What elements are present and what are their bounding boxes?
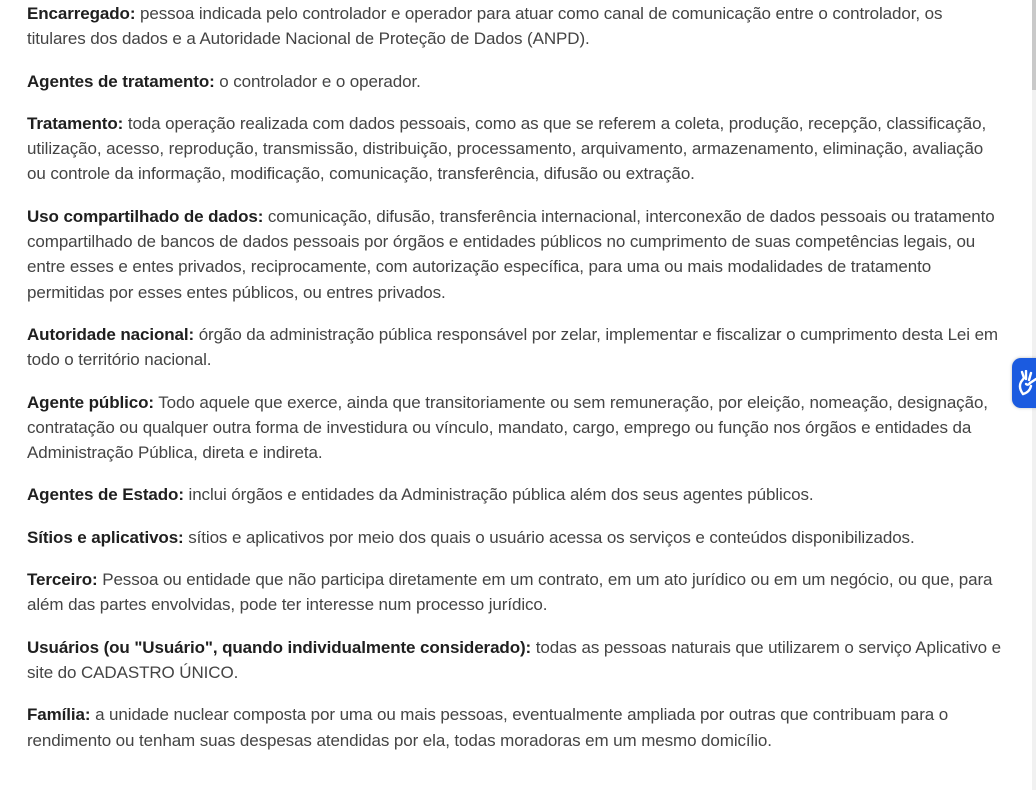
definition-tratamento [27,111,1002,187]
definition-term: Autoridade nacional: [27,324,195,344]
definition-text: todas as pessoas naturais que utilizarem o serviço Aplicativo e site do CADASTRO ÚNICO. [27,637,1001,682]
definition-terceiro [27,567,1002,618]
definition-text: sítios e aplicativos por meio dos quais o usuário acessa os serviços e conteúdos disponibilizados. [183,527,915,547]
definition-text: pessoa indicada pelo controlador e operador para atuar como canal de comunicação entre o controlador, os titulares dos dados e a Autoridade Nacional de Proteção de Dados (ANPD). [27,4,943,49]
definition-term: Agente público: [27,392,154,412]
terms-definitions-list [27,1,1002,770]
definition-text: Todo aquele que exerce, ainda que transitoriamente ou sem remuneração, por eleição, nomeação, designação, contratação ou qualquer outra forma de investidura ou vínculo, mandato, cargo, emprego ou função nos órgãos e entidades da Administração Pública, direta e indireta. [27,392,988,463]
definition-text: inclui órgãos e entidades da Administração pública além dos seus agentes públicos. [183,485,814,505]
definition-text: órgão da administração pública responsável por zelar, implementar e fiscalizar o cumprimento desta Lei em todo o território nacional. [27,324,998,370]
page-scrollbar-thumb[interactable] [1032,0,1036,90]
definition-term: Agentes de tratamento: [27,71,215,91]
definition-agente-publico [27,390,1002,466]
accessibility-widget-button[interactable] [1012,358,1036,408]
sign-language-hand-icon [1017,370,1036,396]
definition-term: Encarregado: [27,4,136,23]
definition-term: Uso compartilhado de dados: [27,206,264,226]
definition-text: comunicação, difusão, transferência internacional, interconexão de dados pessoais ou tratamento compartilhado de bancos de dados pessoais por órgãos e entidades públicos no cumprimento de suas competências legais, ou entre esses e entes privados, reciprocamente, com autorização específica, para uma ou mais modalidades de tratamento permitidas por esses entes públicos, ou entres privados. [27,206,995,302]
definition-text: o controlador e o operador. [214,71,421,91]
definition-sitios-e-aplicativos [27,525,1002,550]
definition-encarregado [27,1,1002,52]
definition-term: Usuários (ou "Usuário", quando individualmente considerado): [27,637,532,657]
definition-term: Tratamento: [27,113,124,133]
definition-term: Agentes de Estado: [27,485,184,505]
definition-term: Terceiro: [27,570,98,590]
definition-text: a unidade nuclear composta por uma ou mais pessoas, eventualmente ampliada por outras que contribuam para o rendimento ou tenham suas despesas atendidas por ela, todas moradoras em um mesmo domicílio. [27,705,949,750]
definition-agentes-de-tratamento [27,69,1002,94]
definition-uso-compartilhado [27,204,1002,305]
definition-autoridade-nacional [27,322,1002,373]
definition-familia [27,702,1002,753]
definition-text: Pessoa ou entidade que não participa diretamente em um contrato, em um ato jurídico ou em um negócio, ou que, para além das partes envolvidas, pode ter interesse num processo jurídico. [27,570,993,615]
definition-text: toda operação realizada com dados pessoais, como as que se referem a coleta, produção, recepção, classificação, utilização, acesso, reprodução, transmissão, distribuição, processamento, arquivamento, armazenamento, eliminação, avaliação ou controle da informação, modificação, comunicação, transferência, difusão ou extração. [27,113,987,184]
definition-term: Sítios e aplicativos: [27,527,184,547]
definition-agentes-de-estado [27,482,1002,507]
definition-term: Família: [27,705,91,725]
definition-usuarios [27,635,1002,686]
